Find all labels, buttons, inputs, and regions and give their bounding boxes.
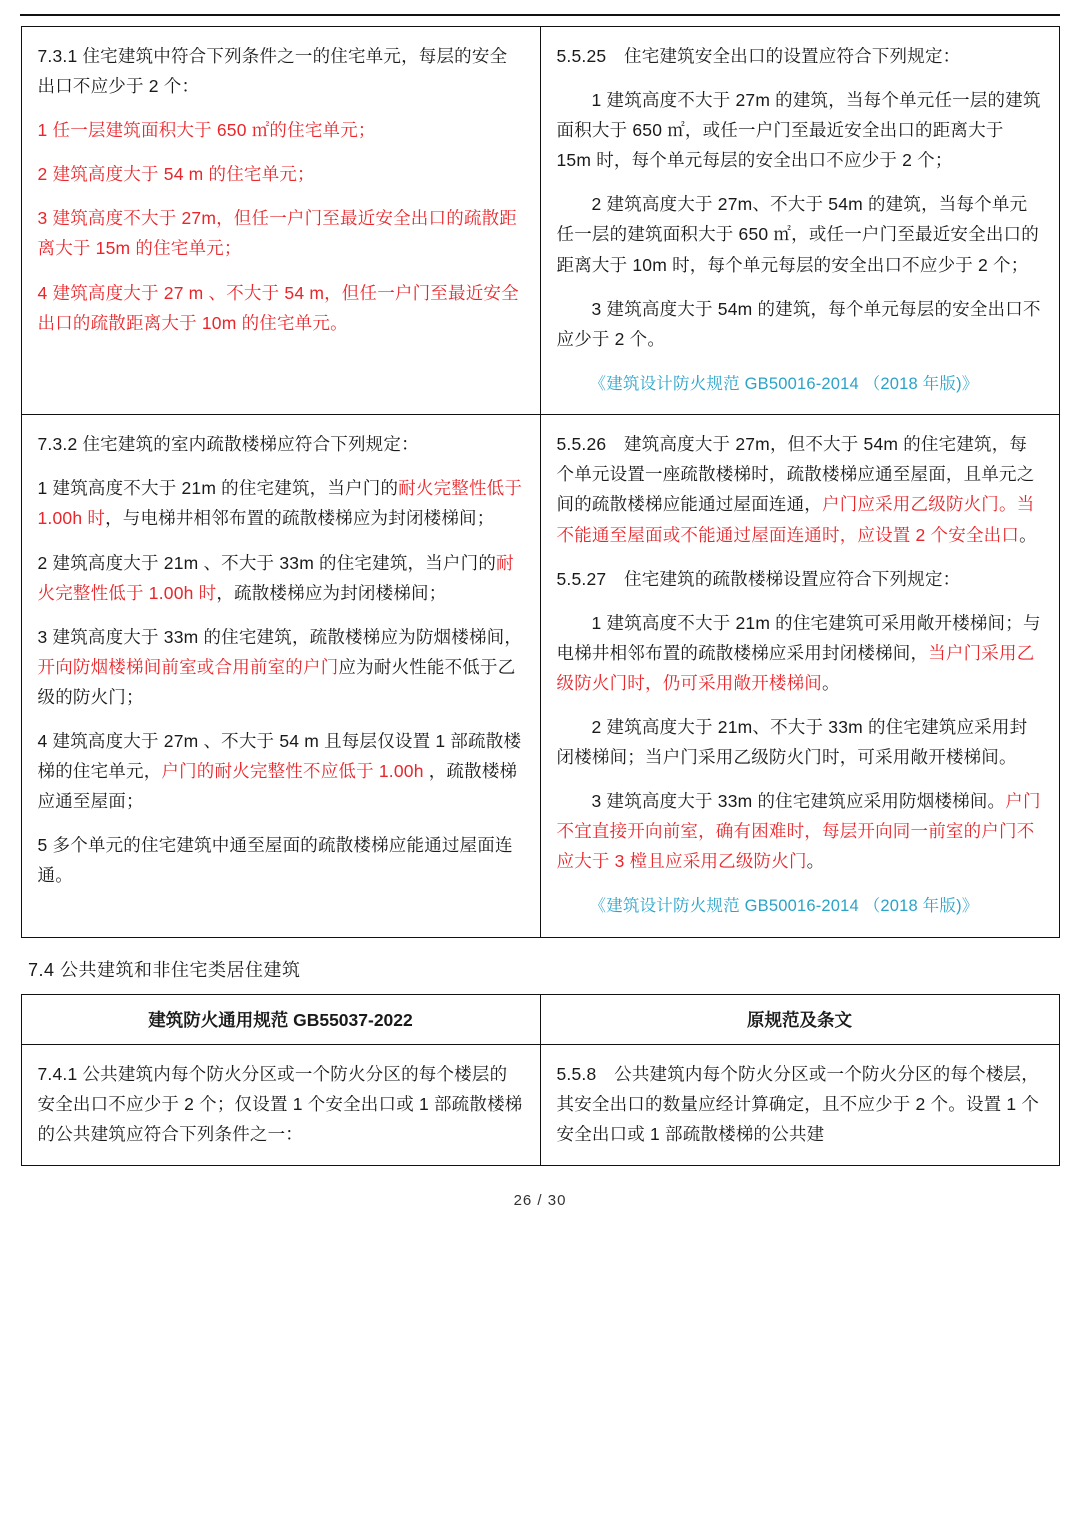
clause-7-3-2-item-1: 1 建筑高度不大于 21m 的住宅建筑，当户门的耐火完整性低于 1.00h 时，与电梯井相邻布置的疏散楼梯应为封闭楼梯间； [37,478,523,529]
table-header-row [21,994,1059,1044]
source-reference: 《建筑设计防火规范 GB50016-2014 （2018 年版)》 [589,374,979,393]
comparison-table-residential [21,26,1060,938]
page-top-rule [20,14,1060,16]
clause-5-5-26: 5.5.26 建筑高度大于 27m，但不大于 54m 的住宅建筑，每个单元设置一座疏散楼梯时，疏散楼梯应通至屋面，且单元之间的疏散楼梯应能通过屋面连通，户门应采用乙级防火门。当不能通至屋面或不能通过屋面连通时，应设置 2 个安全出口。 [556,434,1037,545]
clause-5-5-8: 5.5.8 公共建筑内每个防火分区或一个防火分区的每个楼层，其安全出口的数量应经计算确定，且不应少于 2 个。设置 1 个安全出口或 1 部疏散楼梯的公共建 [556,1063,1040,1144]
clause-7-3-2-item-5: 5 多个单元的住宅建筑中通至屋面的疏散楼梯应能通过屋面连通。 [37,835,513,886]
cell-old-code-5-5-26-27 [540,415,1059,938]
table-row [21,415,1059,938]
clause-5-5-25-item-2: 2 建筑高度大于 27m、不大于 54m 的建筑，当每个单元任一层的建筑面积大于 650 ㎡，或任一户门至最近安全出口的距离大于 10m 时，每个单元每层的安全出口不应少于 2 个； [556,194,1039,275]
cell-new-code-7-4-1 [21,1044,540,1165]
section-heading-7-4: 7.4 公共建筑和非住宅类居住建筑 [28,959,301,980]
clause-5-5-27-item-3: 3 建筑高度大于 33m 的住宅建筑应采用防烟楼梯间。户门不宜直接开向前室，确有困难时，每层开向同一前室的户门不应大于 3 樘且应采用乙级防火门。 [556,791,1041,872]
page-number: 26 / 30 [513,1192,567,1210]
cell-old-code-5-5-25 [540,27,1059,415]
cell-new-code-7-3-2 [21,415,540,938]
clause-7-3-1-item-3: 3 建筑高度不大于 27m，但任一户门至最近安全出口的疏散距离大于 15m 的住宅单元； [37,208,517,259]
table-row [21,27,1059,415]
cell-new-code-7-3-1 [21,27,540,415]
clause-5-5-27-intro: 5.5.27 住宅建筑的疏散楼梯设置应符合下列规定： [556,568,961,589]
table-row [21,1044,1059,1165]
clause-7-3-2-item-2: 2 建筑高度大于 21m 、不大于 33m 的住宅建筑，当户门的耐火完整性低于 1.00h 时，疏散楼梯应为封闭楼梯间； [37,552,514,603]
clause-7-3-2-intro: 7.3.2 住宅建筑的室内疏散楼梯应符合下列规定： [37,434,419,455]
clause-5-5-25-item-1: 1 建筑高度不大于 27m 的建筑，当每个单元任一层的建筑面积大于 650 ㎡，或任一户门至最近安全出口的距离大于 15m 时，每个单元每层的安全出口不应少于 2 个； [556,90,1041,171]
comparison-table-public [21,994,1060,1166]
clause-7-3-1-item-4: 4 建筑高度大于 27 m 、不大于 54 m，但任一户门至最近安全出口的疏散距离大于 10m 的住宅单元。 [37,282,519,333]
clause-7-3-2-item-4: 4 建筑高度大于 27m 、不大于 54 m 且每层仅设置 1 部疏散楼梯的住宅单元，户门的耐火完整性不应低于 1.00h ，疏散楼梯应通至屋面； [37,730,522,812]
clause-7-3-1-intro: 7.3.1 住宅建筑中符合下列条件之一的住宅单元，每层的安全出口不应少于 2 个： [37,46,508,97]
clause-5-5-27-item-1: 1 建筑高度不大于 21m 的住宅建筑可采用敞开楼梯间；与电梯井相邻布置的疏散楼梯应采用封闭楼梯间，当户门采用乙级防火门时，仍可采用敞开楼梯间。 [556,612,1041,693]
clause-7-3-1-item-1: 1 任一层建筑面积大于 650 ㎡的住宅单元； [37,120,376,141]
column-header-old-code: 原规范及条文 [540,994,1059,1044]
clause-7-3-1-item-2: 2 建筑高度大于 54 m 的住宅单元； [37,164,315,185]
source-reference: 《建筑设计防火规范 GB50016-2014 （2018 年版)》 [589,897,979,916]
column-header-new-code: 建筑防火通用规范 GB55037-2022 [21,994,540,1044]
clause-5-5-25-item-3: 3 建筑高度大于 54m 的建筑，每个单元每层的安全出口不应少于 2 个。 [556,298,1041,349]
clause-5-5-25-intro: 5.5.25 住宅建筑安全出口的设置应符合下列规定： [556,46,961,66]
clause-5-5-27-item-2: 2 建筑高度大于 21m、不大于 33m 的住宅建筑应采用封闭楼梯间；当户门采用乙级防火门时，可采用敞开楼梯间。 [556,716,1028,768]
clause-7-3-2-item-3: 3 建筑高度大于 33m 的住宅建筑，疏散楼梯应为防烟楼梯间，开向防烟楼梯间前室或合用前室的户门应为耐火性能不低于乙级的防火门； [37,626,523,707]
cell-old-code-5-5-8 [540,1044,1059,1165]
clause-7-4-1: 7.4.1 公共建筑内每个防火分区或一个防火分区的每个楼层的安全出口不应少于 2 个；仅设置 1 个安全出口或 1 部疏散楼梯的公共建筑应符合下列条件之一： [37,1063,523,1144]
